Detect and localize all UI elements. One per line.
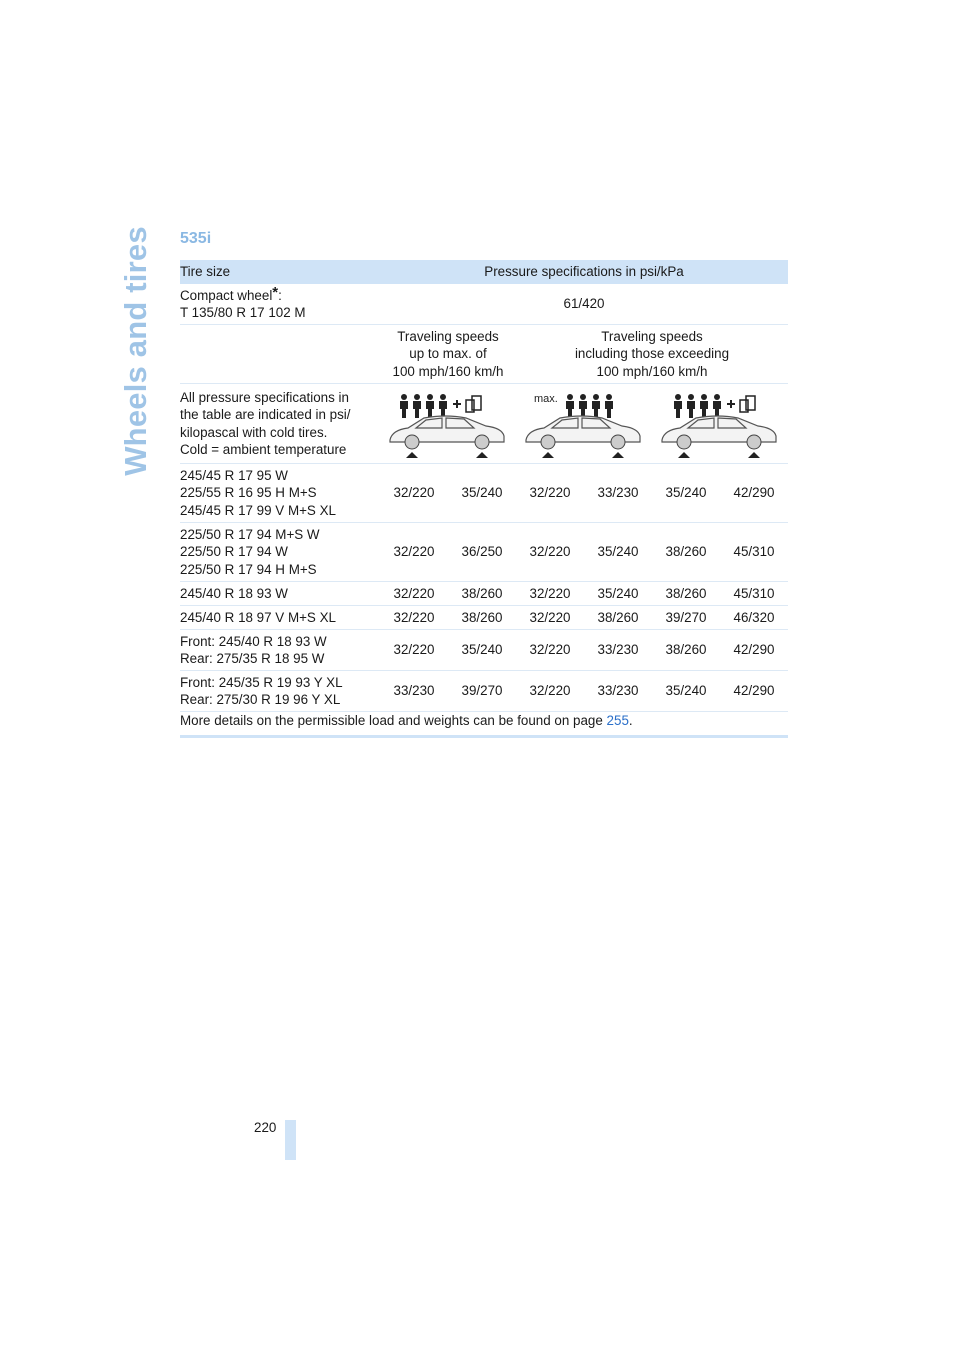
table-cell: 45/310: [733, 585, 775, 601]
footer-note: More details on the permissible load and weights can be found on page 255.: [180, 713, 633, 728]
table-cell: 35/240: [597, 585, 639, 601]
speed-group-2: Traveling speeds including those exceeding 100 mph/160 km/h: [574, 328, 730, 379]
table-cell: 32/220: [393, 485, 435, 501]
table-cell: 38/260: [461, 585, 503, 601]
asterisk-mark: *: [272, 283, 279, 301]
table-cell: 39/270: [665, 609, 707, 625]
table-cell: 32/220: [393, 609, 435, 625]
car-load-2-persons-luggage-icon: [380, 386, 516, 462]
table-cell: 38/260: [665, 544, 707, 560]
table-row: 245/40 R 18 93 W 32/220 38/260 32/220 35/240 38/260 45/310: [180, 582, 788, 606]
table-cell: 38/260: [665, 642, 707, 658]
car-load-max-icon: [516, 386, 652, 462]
compact-wheel-value: 61/420: [563, 296, 605, 312]
table-cell: 32/220: [393, 544, 435, 560]
table-row: 245/45 R 17 95 W 225/55 R 16 95 H M+S 245/45 R 17 99 V M+S XL 32/220 35/240 32/220 33/230 35/240 42/290: [180, 464, 788, 523]
compact-wheel-row: [180, 284, 788, 325]
speed-groups-row: [180, 325, 788, 384]
table-cell: 33/230: [597, 642, 639, 658]
table-row: 225/50 R 17 94 M+S W 225/50 R 17 94 W 225/50 R 17 94 H M+S 32/220 36/250 32/220 35/240 38/260 45/310: [180, 523, 788, 582]
table-cell: 42/290: [733, 683, 775, 699]
table-cell: 33/230: [597, 683, 639, 699]
load-note: All pressure specifications in the table are indicated in psi/ kilopascal with cold tires. Cold = ambient temperature: [180, 389, 351, 457]
table-cell: 32/220: [393, 642, 435, 658]
table-cell: 33/230: [393, 683, 435, 699]
table-cell: 35/240: [597, 544, 639, 560]
header-pressure: Pressure specifications in psi/kPa: [484, 264, 684, 280]
load-pictogram-row: [180, 384, 788, 464]
side-chapter-title-text: Wheels and tires: [118, 225, 153, 476]
table-cell: 32/220: [529, 544, 571, 560]
table-row: 245/40 R 18 97 V M+S XL 32/220 38/260 32/220 38/260 39/270 46/320: [180, 606, 788, 630]
car-load-4-persons-luggage-icon: [652, 386, 788, 462]
page-marker-bar: [285, 1120, 296, 1160]
table-cell: 32/220: [529, 585, 571, 601]
table-cell: 32/220: [529, 683, 571, 699]
table-cell: 45/310: [733, 544, 775, 560]
header-tire-size: Tire size: [180, 264, 231, 280]
table-cell: 38/260: [461, 609, 503, 625]
page-number: 220: [254, 1120, 277, 1135]
max-label: max.: [534, 392, 558, 405]
table-cell: 39/270: [461, 683, 503, 699]
table-cell: 42/290: [733, 485, 775, 501]
tire-pressure-table: [180, 260, 788, 712]
table-cell: 32/220: [529, 485, 571, 501]
table-cell: 46/320: [733, 609, 775, 625]
table-cell: 36/250: [461, 544, 503, 560]
speed-group-1: Traveling speeds up to max. of 100 mph/160 km/h: [392, 328, 504, 379]
table-cell: 35/240: [461, 485, 503, 501]
table-cell: 38/260: [597, 609, 639, 625]
table-cell: 42/290: [733, 642, 775, 658]
table-cell: 32/220: [393, 585, 435, 601]
table-cell: 32/220: [529, 609, 571, 625]
table-row: Front: 245/40 R 18 93 W Rear: 275/35 R 18 95 W 32/220 35/240 32/220 33/230 38/260 42/290: [180, 630, 788, 671]
table-cell: 32/220: [529, 642, 571, 658]
table-cell: 35/240: [665, 683, 707, 699]
table-cell: 33/230: [597, 485, 639, 501]
side-chapter-title: [116, 225, 156, 476]
table-cell: 38/260: [665, 585, 707, 601]
footer-rule: [180, 735, 788, 738]
section-heading: 535i: [180, 230, 212, 247]
table-row: Front: 245/35 R 19 93 Y XL Rear: 275/30 R 19 96 Y XL 33/230 39/270 32/220 33/230 35/240 42/290: [180, 671, 788, 712]
page-link-255[interactable]: 255: [606, 713, 629, 728]
table-cell: 35/240: [461, 642, 503, 658]
compact-wheel-label: Compact wheel*: T 135/80 R 17 102 M: [180, 283, 306, 320]
table-header-row: [180, 260, 788, 284]
table-cell: 35/240: [665, 485, 707, 501]
